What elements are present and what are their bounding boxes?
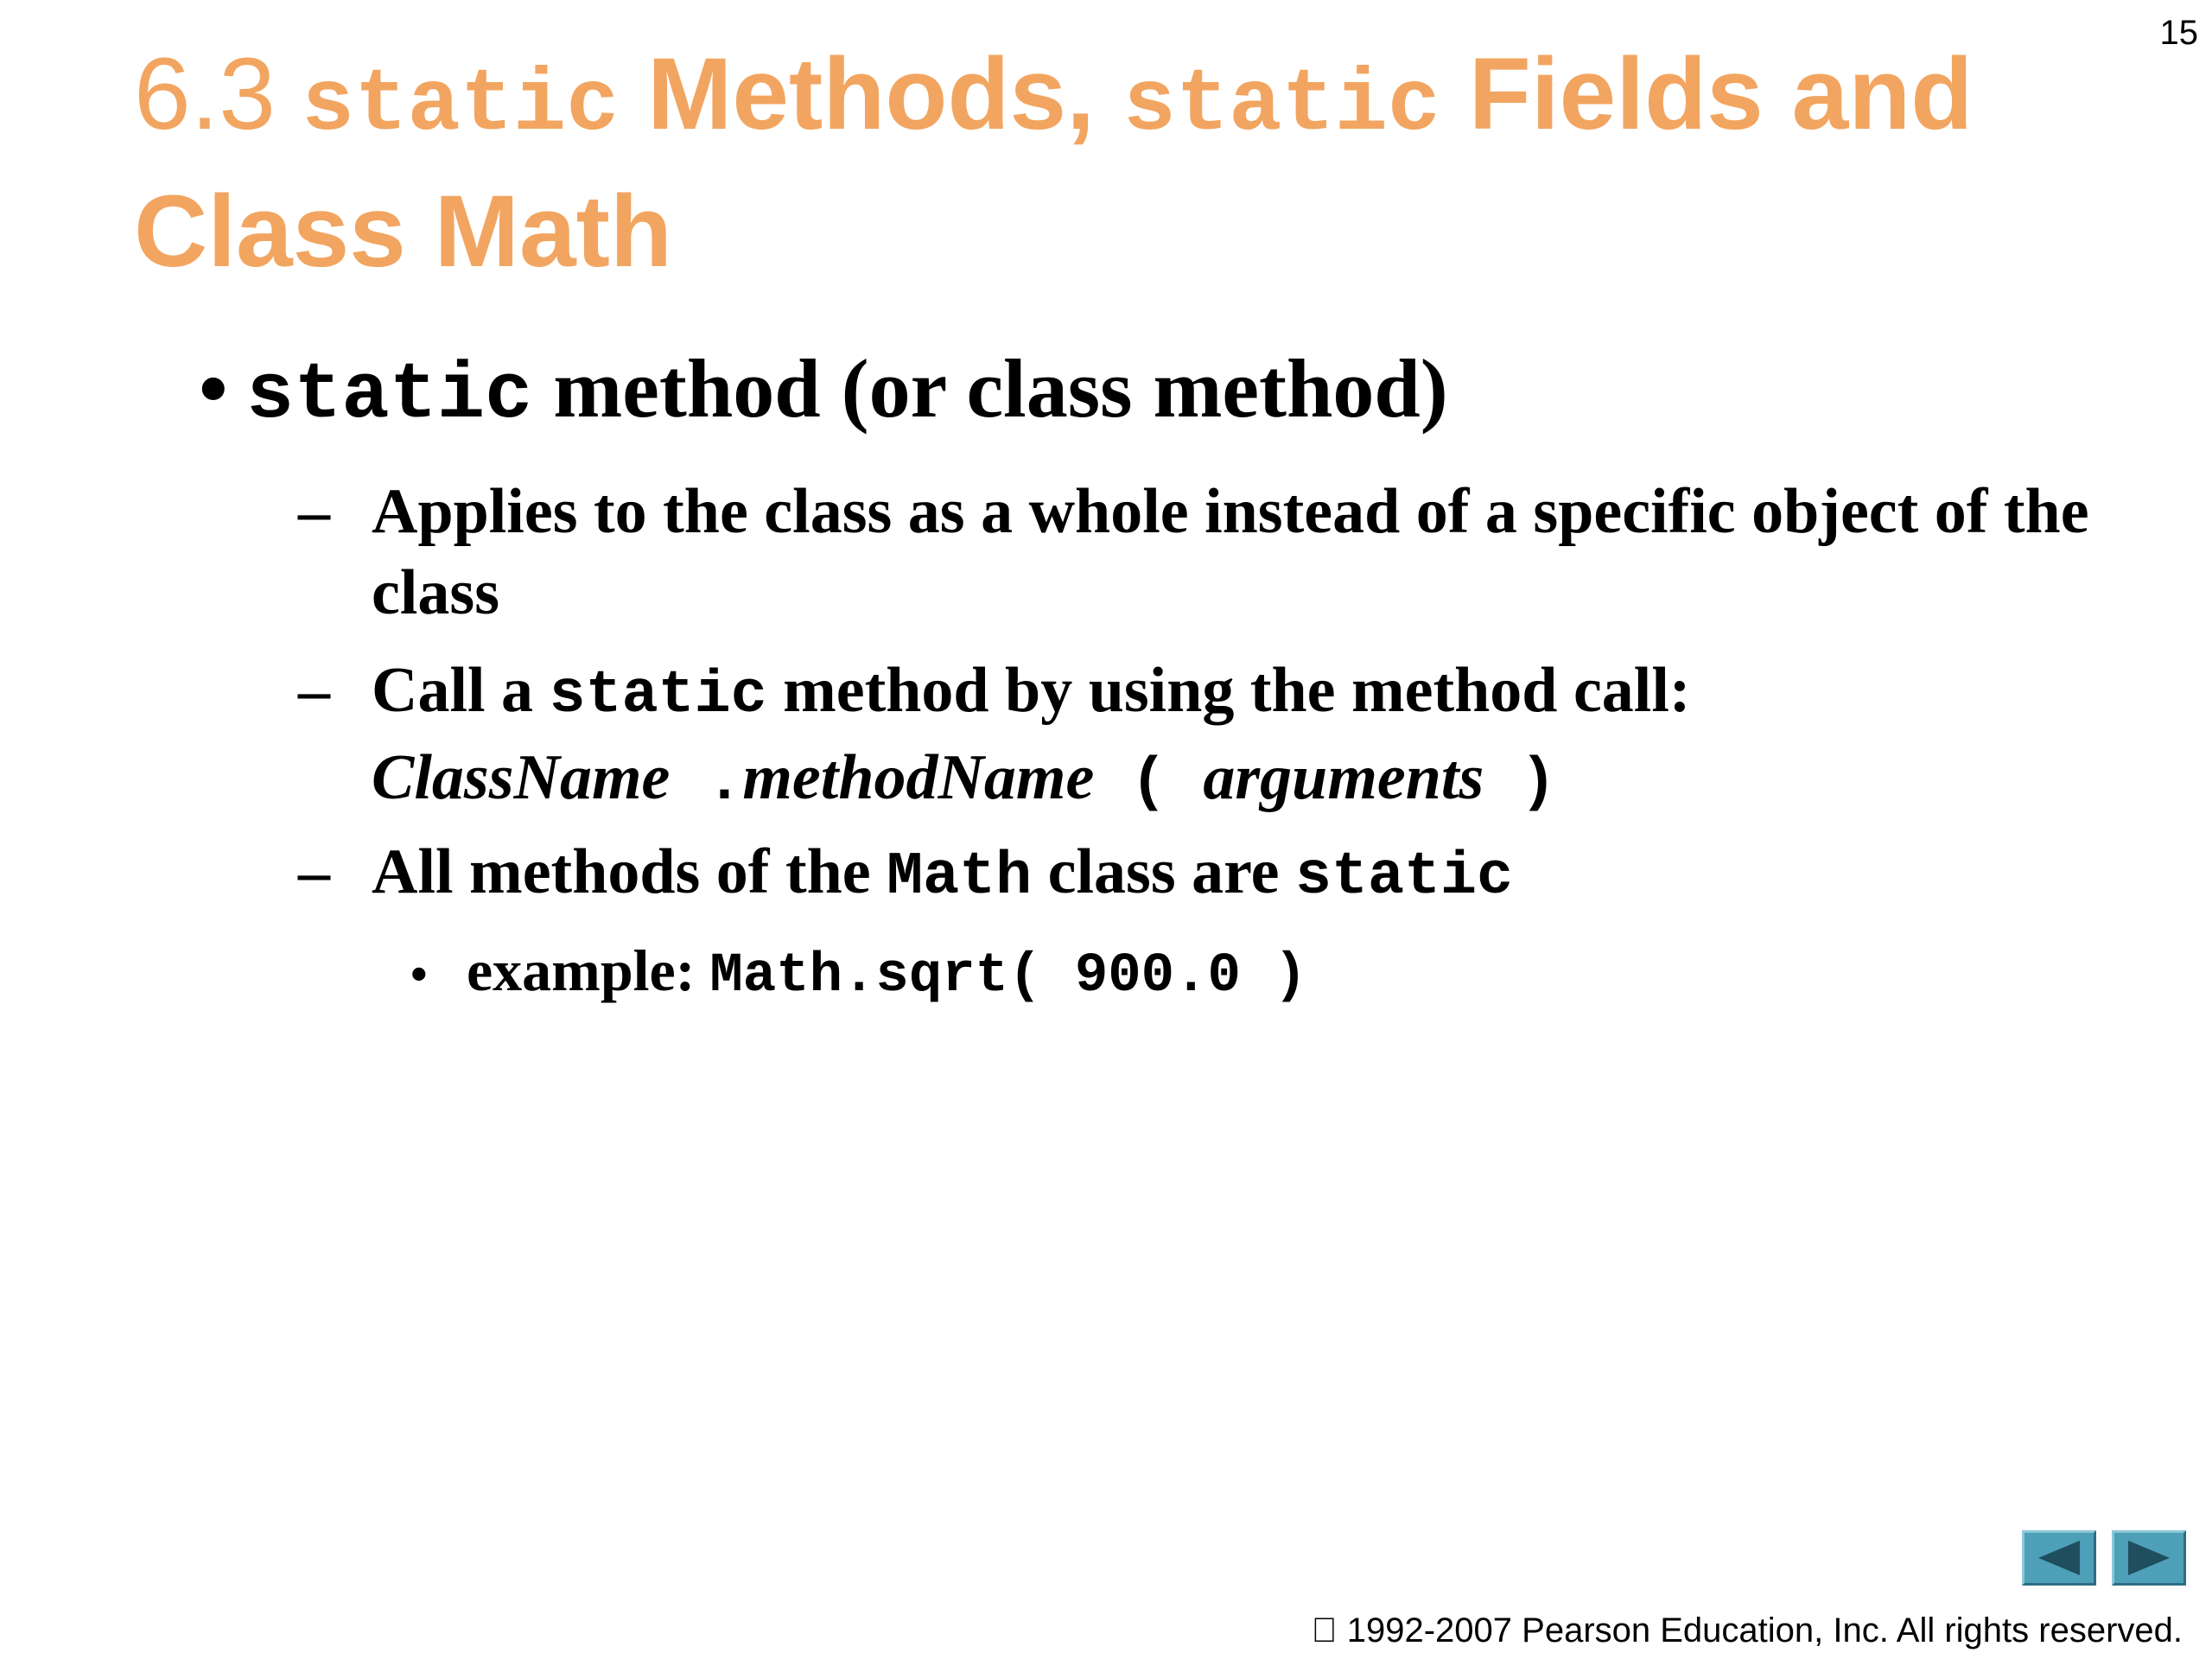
next-slide-button[interactable] — [2112, 1530, 2186, 1586]
dash-item-applies — [298, 471, 2104, 633]
title-text-1: Methods, — [619, 37, 1123, 151]
example-label: example: — [467, 938, 710, 1003]
copyright-text: 1992-2007 Pearson Education, Inc. All rights reserved. — [1346, 1611, 2183, 1649]
syntax-close-paren: ) — [1484, 749, 1557, 817]
dash-mark: – — [298, 476, 330, 547]
title-code-static-2: static — [1122, 55, 1441, 156]
copyright-footer — [1312, 1611, 2183, 1650]
dash-item-math-methods — [298, 831, 2104, 918]
dash-mark: – — [298, 655, 330, 726]
bullet-static-method — [199, 337, 1448, 448]
dash-text-before: Call a — [372, 655, 550, 726]
copyright-symbol — [1312, 1611, 1338, 1649]
bullet-mark: • — [199, 342, 228, 435]
dash-text-middle: class are — [1032, 836, 1295, 907]
dash-item-body — [372, 831, 2104, 918]
triangle-right-icon — [2125, 1539, 2173, 1577]
sub-item-example — [410, 931, 1307, 1015]
previous-slide-button[interactable] — [2022, 1530, 2096, 1586]
dash-item-body — [372, 650, 2104, 824]
section-number: 6.3 — [134, 37, 276, 151]
triangle-left-icon — [2035, 1539, 2083, 1577]
dash-code-math: Math — [887, 843, 1033, 912]
dash-code-static: static — [549, 662, 767, 730]
sub-bullet-mark: • — [410, 948, 428, 1001]
bullet-code: static — [246, 350, 533, 441]
slide-number: 15 — [2159, 14, 2198, 52]
syntax-class-name: ClassName — [372, 742, 671, 813]
dash-text-after: method by using the method call: — [766, 655, 1691, 726]
example-code: Math.sqrt( 900.0 ) — [709, 945, 1307, 1007]
dash-code-static: static — [1294, 843, 1514, 912]
syntax-method-name: methodName — [742, 742, 1095, 813]
title-text-2: Fields and Class Math — [134, 37, 1974, 289]
dash-item-text: Applies to the class as a whole instead of a specific object of the class — [372, 476, 2089, 628]
dash-mark: – — [298, 836, 330, 907]
slide-navigation — [2022, 1530, 2186, 1586]
bullet-text: method (or class method) — [532, 342, 1448, 435]
syntax-arguments: arguments — [1203, 742, 1484, 813]
title-code-static-1: static — [302, 55, 620, 156]
dash-item-call-static — [298, 650, 2104, 824]
syntax-open-paren: ( — [1094, 749, 1204, 817]
method-call-syntax — [372, 737, 2104, 824]
dash-text-before: All methods of the — [372, 836, 887, 907]
syntax-dot: . — [670, 749, 743, 817]
